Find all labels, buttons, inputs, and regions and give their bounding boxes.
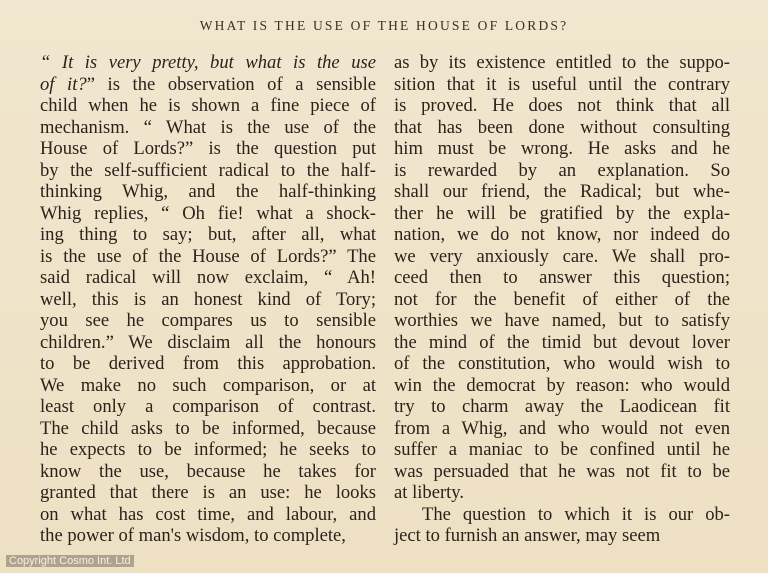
text-line: ing thing to say; but, after all, what [40, 224, 376, 245]
text-line: shall our friend, the Radical; but whe- [394, 181, 730, 202]
text-line: is rewarded by an explanation. So [394, 159, 730, 181]
text-line: suffer a maniac to be confined until he [394, 439, 730, 460]
right-column [394, 52, 730, 547]
text-line: win the democrat by reason: who would [394, 374, 730, 396]
text-line: is proved. He does not think that all [394, 95, 730, 116]
text-line: of the constitution, who would wish to [394, 353, 730, 374]
text-line: of it?” is the observation of a sensible [40, 73, 376, 95]
text-line: children.” We disclaim all the honours [40, 331, 376, 353]
text-line: know the use, because he takes for [40, 460, 376, 482]
text-line: to be derived from this approbation. [40, 353, 376, 374]
text-line: the power of man's wisdom, to complete, [40, 525, 346, 546]
text-line: ject to furnish an answer, may seem [394, 525, 661, 546]
text-line: you see he compares us to sensible [40, 310, 376, 331]
text-line: House of Lords?” is the question put [40, 138, 376, 159]
text-line: worthies we have named, but to satisfy [394, 310, 730, 331]
left-column [40, 52, 376, 547]
copyright-watermark: Copyright Cosmo Int. Ltd [6, 555, 134, 567]
text-line: from a Whig, and who would not even [394, 417, 730, 439]
text-line: granted that there is an use: he looks [40, 482, 376, 503]
text-line: at liberty. [394, 482, 465, 503]
text-line: least only a comparison of contrast. [40, 396, 376, 417]
text-line: Whig replies, “ Oh fie! what a shock- [40, 202, 376, 224]
text-line: by the self-sufficient radical to the half- [40, 159, 376, 181]
text-line: not for the benefit of either of the [394, 288, 730, 310]
text-line: we very anxiously care. We shall pro- [394, 245, 730, 267]
text-line: he expects to be informed; he seeks to [40, 439, 376, 460]
text-line: The question to which it is our ob- [422, 503, 730, 525]
text-line: as by its existence entitled to the suppo- [394, 52, 730, 73]
text-line: said radical will now exclaim, “ Ah! [40, 267, 376, 288]
text-line: sition that it is useful until the contrary [394, 73, 730, 95]
text-line: try to charm away the Laodicean fit [394, 396, 730, 417]
text-line: nation, we do not know, nor indeed do [394, 224, 730, 245]
text-line: child when he is shown a fine piece of [40, 95, 376, 116]
text-line: thinking Whig, and the half-thinking [40, 181, 376, 202]
text-line: ceed then to answer this question; [394, 267, 730, 288]
text-line: that has been done without consulting [394, 116, 730, 138]
text-line: on what has cost time, and labour, and [40, 503, 376, 525]
text-line: mechanism. “ What is the use of the [40, 116, 376, 138]
running-header: WHAT IS THE USE OF THE HOUSE OF LORDS? [199, 18, 569, 33]
text-line: is the use of the House of Lords?” The [40, 245, 376, 267]
text-line: The child asks to be informed, because [40, 417, 376, 439]
text-line: him must be wrong. He asks and he [394, 138, 730, 159]
text-line: We make no such comparison, or at [40, 374, 376, 396]
text-line: “ It is very pretty, but what is the use [40, 52, 376, 73]
text-line: the mind of the timid but devout lover [394, 331, 730, 353]
text-line: well, this is an honest kind of Tory; [40, 288, 376, 310]
text-line: ther he will be gratified by the expla- [394, 202, 730, 224]
text-line: was persuaded that he was not fit to be [394, 460, 730, 482]
